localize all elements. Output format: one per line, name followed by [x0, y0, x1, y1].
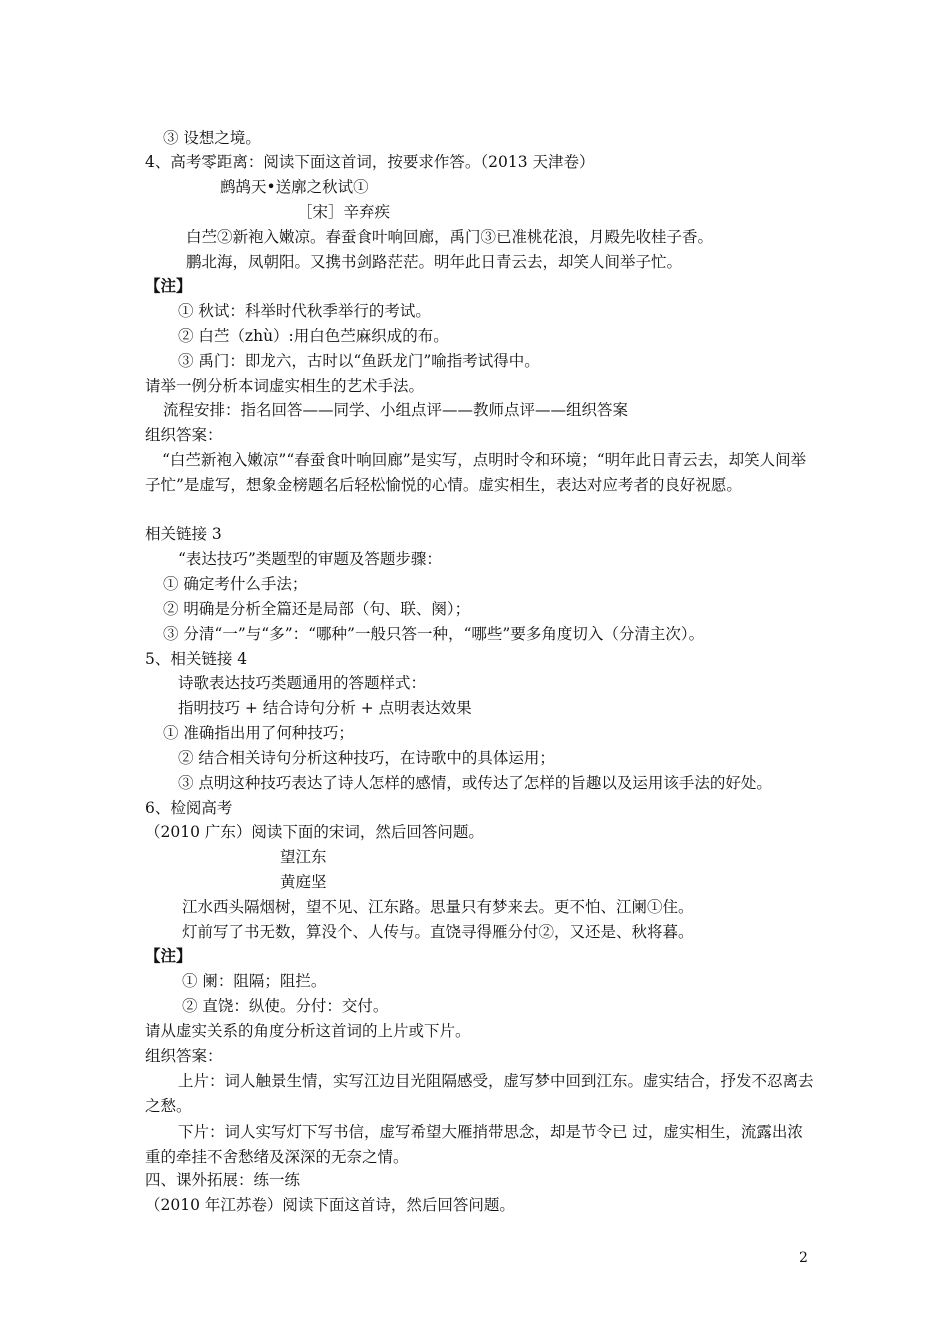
answer-paragraph: “白苎新袍入嫩凉”“春蚕食叶响回廊”是实写，点明时令和环境；“明年此日青云去，却笑人间举子忙”是虚写，想象金榜题名后轻松愉悦的心情。虚实相生，表达对应考者的良好祝愿。: [145, 451, 807, 494]
text-line: （2010 年江苏卷）阅读下面这首诗，然后回答问题。: [145, 1196, 515, 1214]
section-heading: 4、高考零距离：阅读下面这首词，按要求作答。（2013 天津卷）: [145, 153, 595, 171]
answer-heading: 组织答案：: [145, 1047, 223, 1065]
section-heading: 相关链接 3: [145, 525, 222, 543]
list-item: ③ 点明这种技巧表达了诗人怎样的感情，或传达了怎样的旨趣以及运用该手法的好处。: [178, 774, 772, 792]
page-number: 2: [799, 1250, 808, 1266]
poem-line: 白苎②新袍入嫩凉。春蚕食叶响回廊，禹门③已准桃花浪，月殿先收桂子香。: [186, 228, 714, 246]
poem-author: 黄庭坚: [280, 873, 327, 891]
section-heading: 6、检阅高考: [145, 799, 233, 817]
list-item: ③ 分清“一”与“多”：“哪种”一般只答一种，“哪些”要多角度切入（分清主次）。: [163, 625, 705, 643]
note-heading: 【注】: [145, 276, 192, 295]
text-line: 指明技巧 + 结合诗句分析 + 点明表达效果: [178, 699, 472, 717]
poem-line: 鹏北海，凤朝阳。又携书剑路茫茫。明年此日青云去，却笑人间举子忙。: [186, 253, 683, 271]
answer-heading: 组织答案：: [145, 426, 223, 444]
note-item: ② 直饶：纵使。分付：交付。: [182, 997, 389, 1015]
note-heading: 【注】: [145, 946, 192, 965]
question: 请举一例分析本词虚实相生的艺术手法。: [145, 377, 425, 395]
note-item: ① 秋试：科举时代秋季举行的考试。: [178, 302, 431, 320]
text-line: 诗歌表达技巧类题通用的答题样式：: [178, 674, 427, 692]
poem-author: ［宋］辛弃疾: [297, 203, 391, 221]
poem-line: 灯前写了书无数，算没个、人传与。直饶寻得雁分付②，又还是、秋将暮。: [182, 923, 694, 941]
text-line: 流程安排：指名回答——同学、小组点评——教师点评——组织答案: [163, 401, 629, 419]
text-line: ③ 设想之境。: [163, 129, 261, 147]
note-item: ② 白苎（zhù）:用白色苎麻织成的布。: [178, 327, 449, 345]
note-item: ③ 禹门：即龙六，古时以“鱼跃龙门”喻指考试得中。: [178, 352, 540, 370]
list-item: ② 明确是分析全篇还是局部（句、联、阕）；: [163, 600, 471, 618]
list-item: ① 准确指出用了何种技巧；: [163, 724, 354, 742]
list-item: ② 结合相关诗句分析这种技巧，在诗歌中的具体运用；: [178, 749, 555, 767]
section-heading: 四、课外拓展：练一练: [145, 1171, 301, 1189]
answer-paragraph: 上片：词人触景生情，实写江边目光阻隔感受，虚写梦中回到江东。虚实结合，抒发不忍离去之愁。: [145, 1072, 814, 1115]
section-heading: 5、相关链接 4: [145, 650, 248, 668]
poem-line: 江水西头隔烟树，望不见、江东路。思量只有梦来去。更不怕、江阑①住。: [182, 898, 694, 916]
answer-paragraph: 下片：词人实写灯下写书信，虚写希望大雁捎带思念，却是节令已 过，虚实相生，流露出浓重的牵挂不舍愁绪及深深的无奈之情。: [145, 1123, 803, 1166]
question: 请从虚实关系的角度分析这首词的上片或下片。: [145, 1022, 471, 1040]
poem-title: 鹧鸪天•送廓之秋试①: [220, 178, 369, 196]
text-line: “表达技巧”类题型的审题及答题步骤：: [178, 550, 442, 568]
text-line: （2010 广东）阅读下面的宋词，然后回答问题。: [145, 823, 484, 841]
list-item: ① 确定考什么手法；: [163, 575, 308, 593]
poem-title: 望江东: [280, 848, 327, 866]
note-item: ① 阑：阻隔；阻拦。: [182, 972, 327, 990]
